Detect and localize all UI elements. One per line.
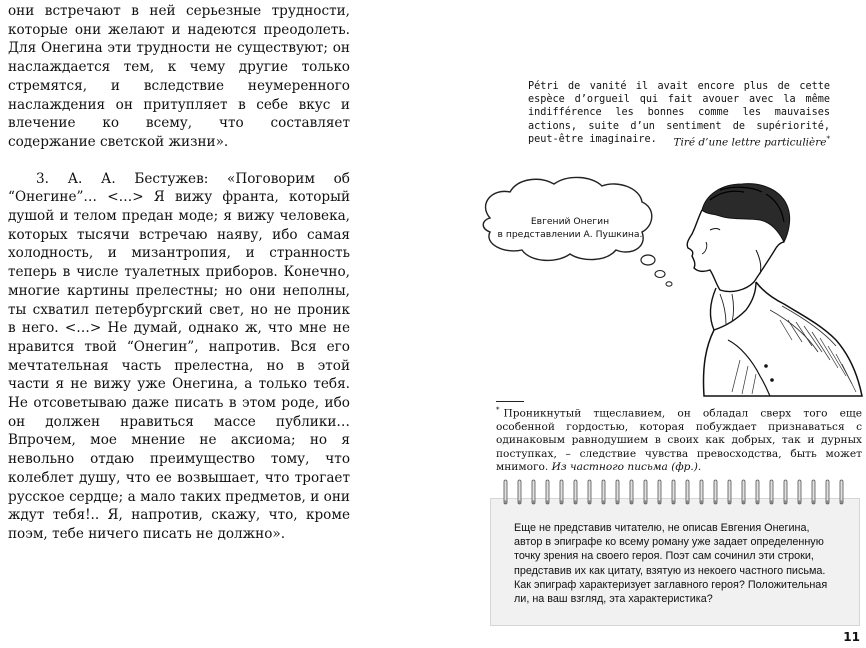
spiral-ring xyxy=(742,480,745,504)
spiral-ring xyxy=(546,480,549,504)
bubble-caption-line-2: в представлении А. Пушкина. xyxy=(497,229,643,240)
thought-dot-1 xyxy=(641,255,655,265)
spiral-ring xyxy=(700,480,703,504)
spiral-ring xyxy=(574,480,577,504)
coat-hatching xyxy=(732,320,856,394)
spiral-ring xyxy=(672,480,675,504)
spiral-ring xyxy=(798,480,801,504)
epigraph-mark: * xyxy=(826,135,830,143)
bubble-caption-line-1: Евгений Онегин xyxy=(530,216,610,227)
footnote xyxy=(496,404,862,475)
spiral-ring xyxy=(840,480,843,504)
main-paragraph-2: 3. А. А. Бестужев: «Поговорим об “Онегине”… <…> Я вижу франта, который душой и телом предан моде; я вижу человека, которых тысячи встречаю наяву, ибо самая холодность, и мизантропия, и странность теперь в числе туалетных приборов. Конечно, многие картины прелестны; но они неполны, ты схватил петербургский свет, но не проник в него. <…> Не думай, однако ж, что мне не нравится твой “Онегин”, напротив. Вся его мечтательная часть прелестна, но в этой части я не вижу уже Онегина, а только тебя. Не отсоветываю даже писать в этом роде, ибо он должен нравиться массе публики… Впрочем, мое мнение не аксиома; но я невольно отдаю преимущество тому, что колеблет душу, что ее возвышает, что трогает русское сердце; а мало таких предметов, и они ждут тебя!.. Я, напротив, скажу, что, кроме поэм, тебе ничего писать не должно». xyxy=(8,170,350,542)
footnote-mark: * xyxy=(496,406,500,414)
question-text: Еще не представив читателю, не описав Евгения Онегина, автор в эпиграфе ко всему роману уже задает определенную точку зрения на своего героя. Поэт сам сочинил эти строки, представив их как цитату, взятую из некоего частного письма. Как эпиграф характеризует заглавного героя? Положительная ли, на ваш взгляд, эта характеристика? xyxy=(514,522,828,606)
epigraph-source-text: Tiré d’une lettre particulière xyxy=(673,136,827,149)
question-notebook xyxy=(490,498,860,626)
footnote-text: Проникнутый тщеславием, он обладал сверх того еще особенной гордостью, которая побуждает признаваться с одинаковым равнодушием в своих как добрых, так и дурных поступках, – следствие чувства превосходства, быть может мнимого. xyxy=(496,407,862,474)
epigraph-text: Pétri de vanité il avait encore plus de cette espèce d’orgueil qui fait avouer avec la même indifférence les bonnes comme les mauvaises actions, suite d’un sentiment de supériorité, peut-être imaginaire. xyxy=(528,81,830,145)
spiral-ring xyxy=(644,480,647,504)
spiral-ring xyxy=(784,480,787,504)
spiral-ring xyxy=(826,480,829,504)
spiral-ring xyxy=(616,480,619,504)
spiral-ring xyxy=(630,480,633,504)
spiral-ring xyxy=(812,480,815,504)
portrait-hair xyxy=(702,184,790,242)
bubble-caption xyxy=(492,215,648,241)
spiral-ring xyxy=(532,480,535,504)
page-number: 11 xyxy=(843,630,860,644)
main-text-column xyxy=(8,2,350,544)
spiral-ring xyxy=(588,480,591,504)
spiral-ring xyxy=(686,480,689,504)
main-paragraph-1: они встречают в ней серьезные трудности, которые они желают и надеются преодолеть. Для Онегина эти трудности не существуют; он наслаждается тем, к чему другие только стремятся, и вследствие неумеренного наслаждения он притупляет в себе вкус и влечение ко всему, что составляет содержание светской жизни». xyxy=(8,3,350,150)
spiral-ring xyxy=(518,480,521,504)
spiral-ring xyxy=(658,480,661,504)
onegin-portrait-illustration xyxy=(470,170,866,400)
thought-dot-2 xyxy=(655,271,665,278)
spiral-ring xyxy=(756,480,759,504)
thought-dot-3 xyxy=(666,282,672,286)
notebook-spiral-rings xyxy=(490,478,860,510)
footnote-rule xyxy=(496,401,524,402)
spiral-ring xyxy=(560,480,563,504)
spiral-ring xyxy=(714,480,717,504)
spiral-ring xyxy=(770,480,773,504)
spiral-ring xyxy=(728,480,731,504)
spiral-ring xyxy=(602,480,605,504)
portrait-coat xyxy=(703,282,862,396)
epigraph-source xyxy=(620,133,830,150)
footnote-source: Из частного письма (фр.). xyxy=(551,461,702,474)
spiral-ring xyxy=(504,480,507,504)
